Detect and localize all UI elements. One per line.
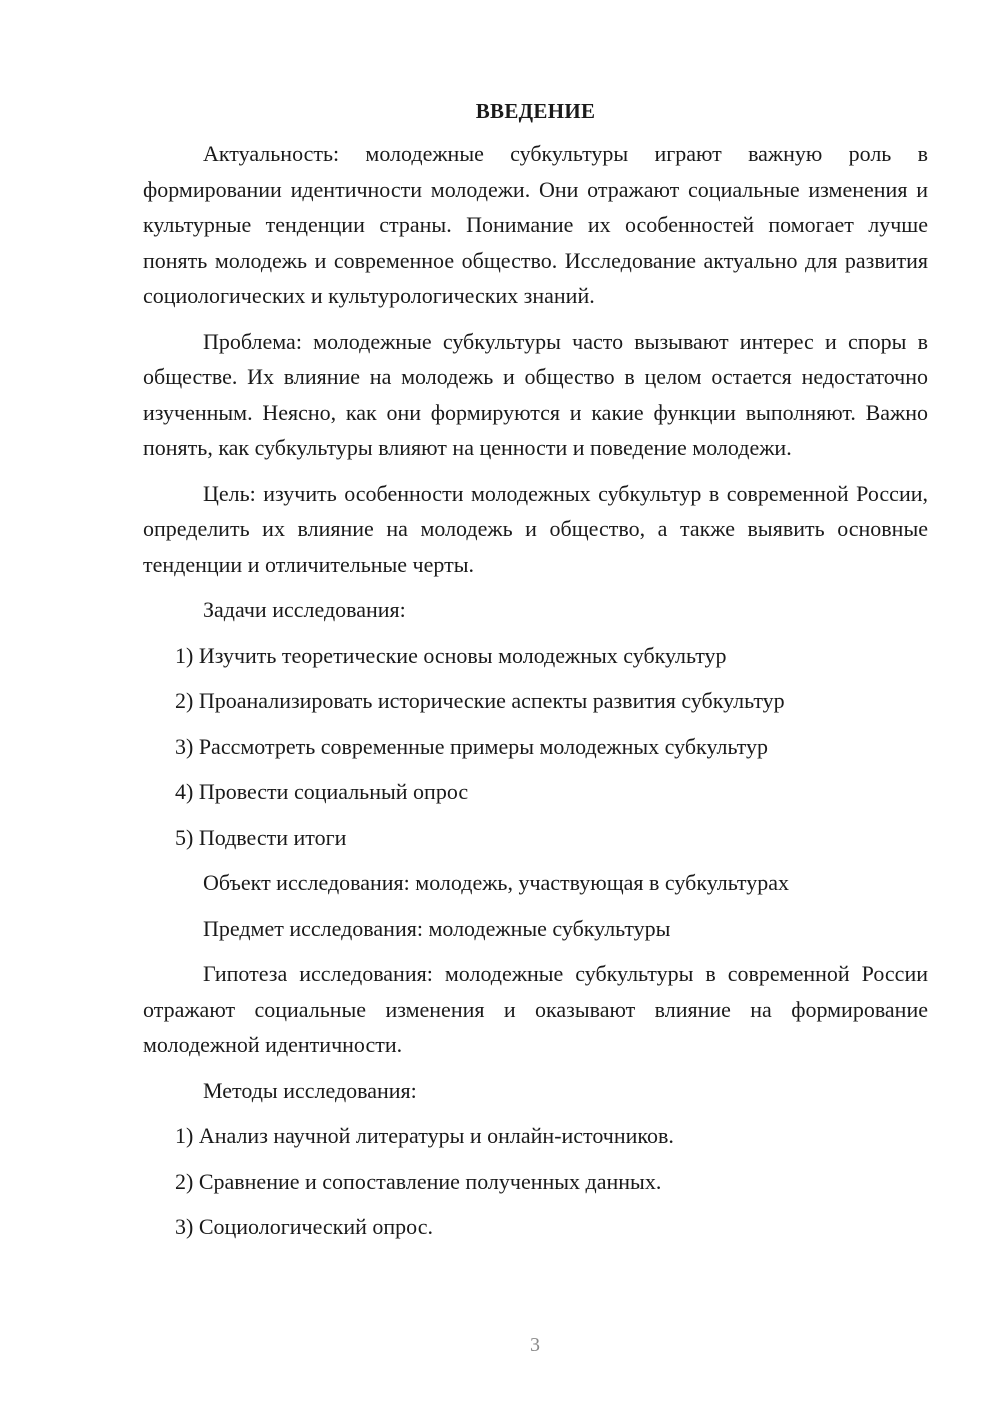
method-item: 3) Социологический опрос.	[175, 1214, 433, 1239]
problem-paragraph: Проблема: молодежные субкультуры часто вызывают интерес и споры в обществе. Их влияние на молодежь и общество в целом остается недостаточно изученным. Неясно, как они формируются и какие функции выполняют. Важно понять, как субкультуры влияют на ценности и поведение молодежи.	[143, 328, 928, 460]
methods-heading: Методы исследования:	[203, 1077, 417, 1103]
research-object: Объект исследования: молодежь, участвующая в субкультурах	[203, 870, 789, 895]
task-item: 5) Подвести итоги	[175, 824, 347, 850]
method-item: 1) Анализ научной литературы и онлайн-источников.	[175, 1123, 674, 1148]
method-item: 2) Сравнение и сопоставление полученных данных.	[175, 1168, 662, 1194]
page-number: 3	[530, 1334, 540, 1356]
tasks-heading: Задачи исследования:	[203, 597, 406, 622]
relevance-paragraph: Актуальность: молодежные субкультуры играют важную роль в формировании идентичности молодежи. Они отражают социальные изменения и культурные тенденции страны. Понимание их особенностей помогает лучше понять молодежь и современное общество. Исследование актуально для развития социологических и культурологических знаний.	[143, 141, 928, 308]
task-item: 1) Изучить теоретические основы молодежных субкультур	[175, 642, 727, 668]
goal-paragraph: Цель: изучить особенности молодежных субкультур в современной России, определить их влияние на молодежь и общество, а также выявить основные тенденции и отличительные черты.	[143, 480, 928, 577]
hypothesis-paragraph: Гипотеза исследования: молодежные субкультуры в современной России отражают социальные изменения и оказывают влияние на формирование молодежной идентичности.	[143, 961, 928, 1057]
task-item: 2) Проанализировать исторические аспекты развития субкультур	[175, 688, 785, 713]
task-item: 3) Рассмотреть современные примеры молодежных субкультур	[175, 733, 768, 759]
section-title: ВВЕДЕНИЕ	[475, 99, 596, 123]
research-subject: Предмет исследования: молодежные субкультуры	[203, 915, 671, 941]
task-item: 4) Провести социальный опрос	[175, 779, 469, 804]
page-content	[143, 96, 928, 1255]
